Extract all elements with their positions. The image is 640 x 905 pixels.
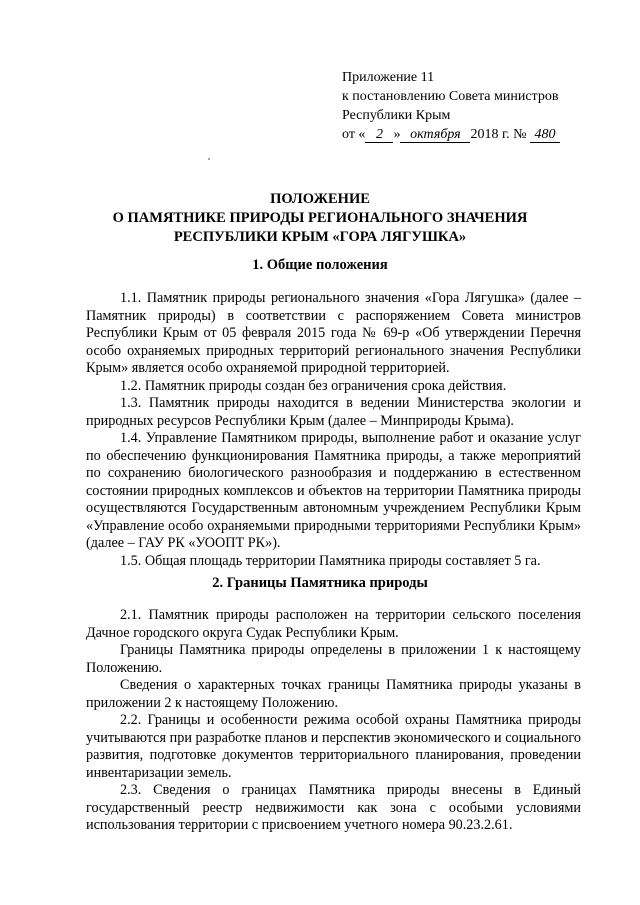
scan-speck xyxy=(208,158,210,160)
date-prefix: от « xyxy=(342,127,366,142)
paragraph: 1.4. Управление Памятником природы, выполнение работ и оказание услуг по обеспечению функционирования Памятника природы, а также мероприятий по сохранению биологического разнообразия и поддержанию в естественном состоянии природных комплексов и объектов на территории Памятника природы осуществляются Государственным автономным учреждением Республики Крым «Управление особо охраняемыми природными территориями Республики Крым» (далее – ГАУ РК «УООПТ РК»). xyxy=(86,430,581,551)
section-1-body xyxy=(86,290,581,570)
title-line-1: ПОЛОЖЕНИЕ xyxy=(270,191,370,207)
title-line-3: РЕСПУБЛИКИ КРЫМ «ГОРА ЛЯГУШКА» xyxy=(173,229,467,245)
document-title xyxy=(60,190,580,247)
paragraph: Границы Памятника природы определены в приложении 1 к настоящему Положению. xyxy=(86,642,581,676)
section-2-heading: 2. Границы Памятника природы xyxy=(212,575,428,591)
date-mid: » xyxy=(393,127,401,142)
handwritten-month: октября xyxy=(400,127,470,143)
handwritten-number: 480 xyxy=(530,127,560,143)
appendix-line-1: Приложение 11 xyxy=(342,70,435,85)
paragraph: 2.3. Сведения о границах Памятника природы внесены в Единый государственный реестр недвижимости как зона с особыми условиями использования территории с присвоением учетного номера 90.23.2.61. xyxy=(86,782,581,833)
paragraph: Сведения о характерных точках границы Памятника природы указаны в приложении 2 к настоящему Положению. xyxy=(86,677,581,711)
section-1-heading: 1. Общие положения xyxy=(252,257,388,273)
date-year: 2018 г. № xyxy=(470,127,527,142)
appendix-date-line xyxy=(342,125,592,144)
paragraph: 2.2. Границы и особенности режима особой охраны Памятника природы учитываются при разработке планов и перспектив экономического и социального развития, подготовке документов территориального планирования, проведении инвентаризации земель. xyxy=(86,712,581,781)
appendix-header xyxy=(342,68,592,144)
paragraph: 2.1. Памятник природы расположен на территории сельского поселения Дачное городского округа Судак Республики Крым. xyxy=(86,607,581,641)
handwritten-day: 2 xyxy=(365,127,393,143)
paragraph: 1.2. Памятник природы создан без ограничения срока действия. xyxy=(120,377,507,394)
paragraph: 1.1. Памятник природы регионального значения «Гора Лягушка» (далее – Памятник природы) в соответствии с распоряжением Совета министров Республики Крым от 05 февраля 2015 года № 69-р «Об утверждении Перечня особо охраняемых природных территорий регионального значения Республики Крым» является особо охраняемой природной территорией. xyxy=(86,290,581,376)
paragraph: 1.5. Общая площадь территории Памятника природы составляет 5 га. xyxy=(120,552,541,569)
appendix-line-3: Республики Крым xyxy=(342,108,451,123)
section-2-body xyxy=(86,607,581,835)
appendix-line-2: к постановлению Совета министров xyxy=(342,89,559,104)
title-line-2: О ПАМЯТНИКЕ ПРИРОДЫ РЕГИОНАЛЬНОГО ЗНАЧЕНИЯ xyxy=(112,210,528,226)
paragraph: 1.3. Памятник природы находится в ведении Министерства экологии и природных ресурсов Республики Крым (далее – Минприроды Крыма). xyxy=(86,395,581,429)
